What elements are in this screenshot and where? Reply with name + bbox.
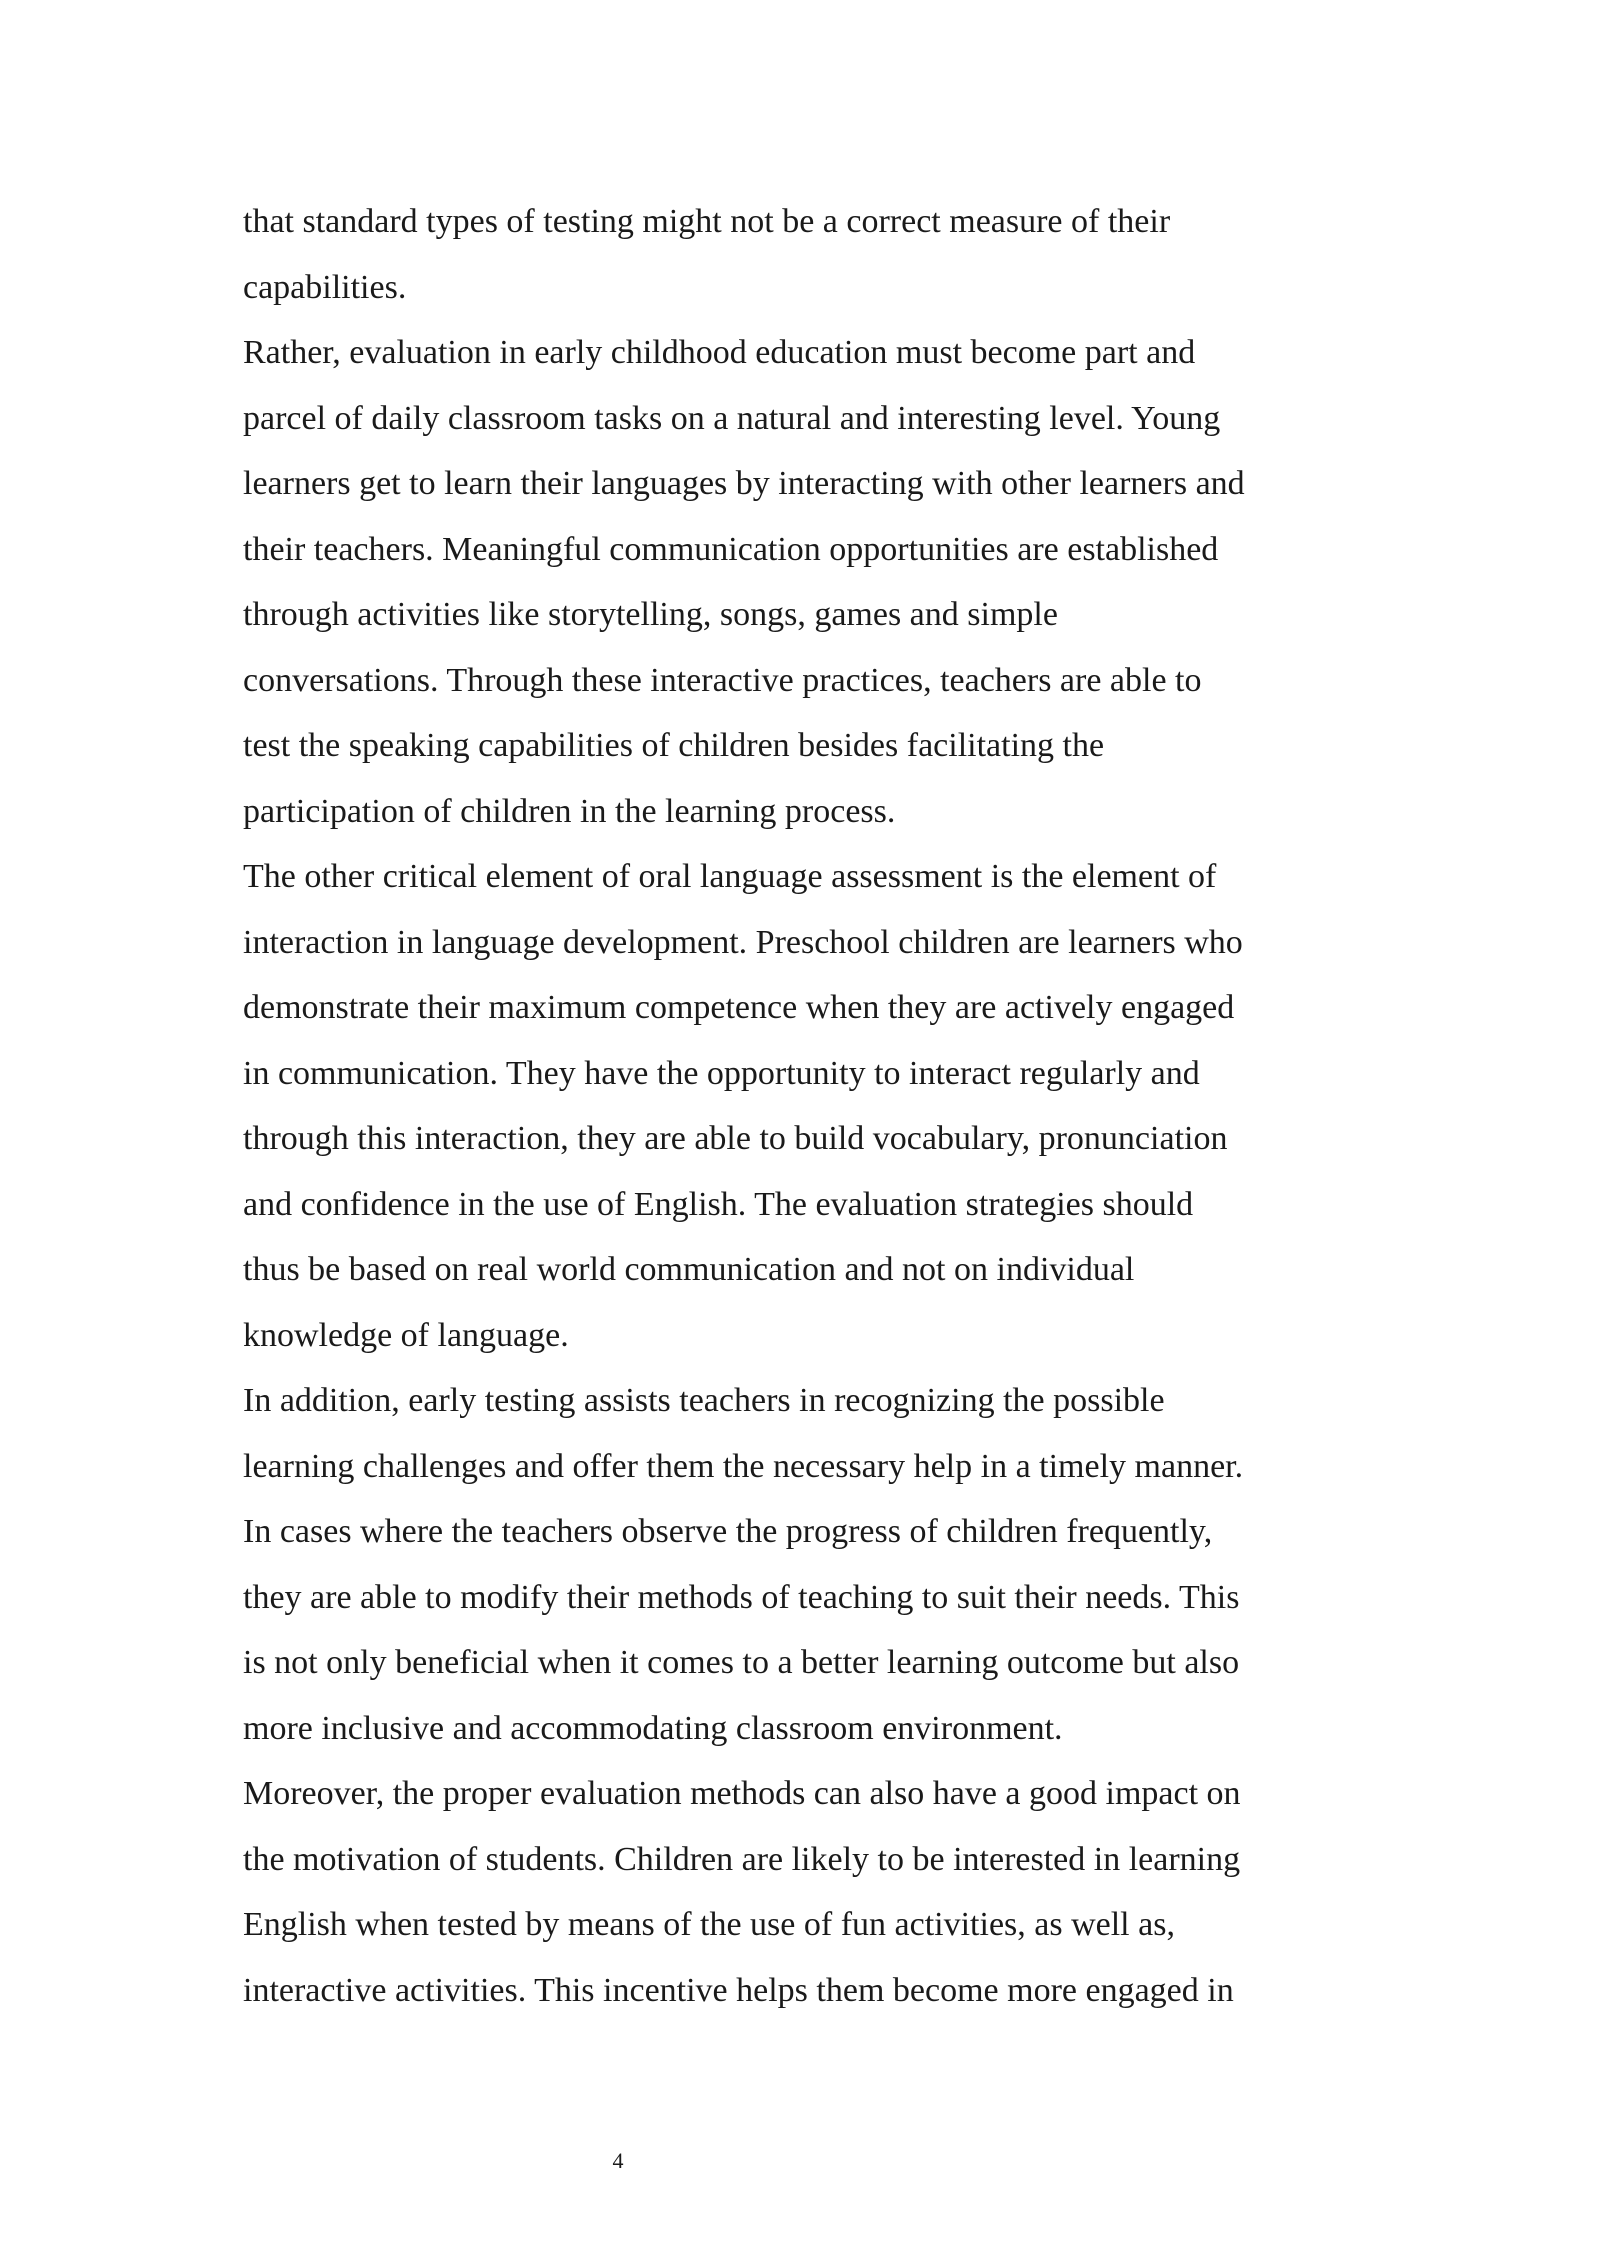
text-line: demonstrate their maximum competence when they are actively engaged xyxy=(243,989,1235,1026)
text-line: learners get to learn their languages by interacting with other learners and xyxy=(243,465,1245,502)
text-line: through activities like storytelling, songs, games and simple xyxy=(243,596,1058,633)
page-number: 4 xyxy=(612,2148,624,2173)
text-line: learning challenges and offer them the necessary help in a timely manner. xyxy=(243,1447,1244,1485)
text-line: in communication. They have the opportunity to interact regularly and xyxy=(243,1054,1200,1092)
text-line: conversations. Through these interactive practices, teachers are able to xyxy=(243,661,1202,699)
text-line: interaction in language development. Preschool children are learners who xyxy=(243,923,1243,961)
text-line: test the speaking capabilities of children besides facilitating the xyxy=(243,727,1105,764)
text-line: capabilities. xyxy=(243,268,407,306)
text-line: participation of children in the learning process. xyxy=(243,792,896,830)
text-line: knowledge of language. xyxy=(243,1316,569,1354)
text-line: English when tested by means of the use of fun activities, as well as, xyxy=(243,1906,1175,1943)
text-line: they are able to modify their methods of teaching to suit their needs. This xyxy=(243,1578,1240,1616)
text-line: more inclusive and accommodating classroom environment. xyxy=(243,1709,1063,1747)
text-line: through this interaction, they are able to build vocabulary, pronunciation xyxy=(243,1120,1228,1157)
text-line: In cases where the teachers observe the progress of children frequently, xyxy=(243,1513,1213,1550)
text-line: their teachers. Meaningful communication opportunities are established xyxy=(243,530,1219,568)
body-text xyxy=(243,189,1373,2023)
text-line: Rather, evaluation in early childhood education must become part and xyxy=(243,334,1196,371)
text-line: and confidence in the use of English. The evaluation strategies should xyxy=(243,1185,1194,1223)
text-line: parcel of daily classroom tasks on a natural and interesting level. Young xyxy=(243,399,1221,437)
text-line: thus be based on real world communication and not on individual xyxy=(243,1251,1135,1288)
text-line: that standard types of testing might not be a correct measure of their xyxy=(243,203,1171,240)
text-line: the motivation of students. Children are likely to be interested in learning xyxy=(243,1840,1241,1878)
text-line: is not only beneficial when it comes to a better learning outcome but also xyxy=(243,1644,1240,1681)
text-line: In addition, early testing assists teachers in recognizing the possible xyxy=(243,1382,1165,1419)
text-line: Moreover, the proper evaluation methods can also have a good impact on xyxy=(243,1775,1241,1812)
text-line: interactive activities. This incentive helps them become more engaged in xyxy=(243,1971,1234,2009)
text-line: The other critical element of oral language assessment is the element of xyxy=(243,858,1217,895)
